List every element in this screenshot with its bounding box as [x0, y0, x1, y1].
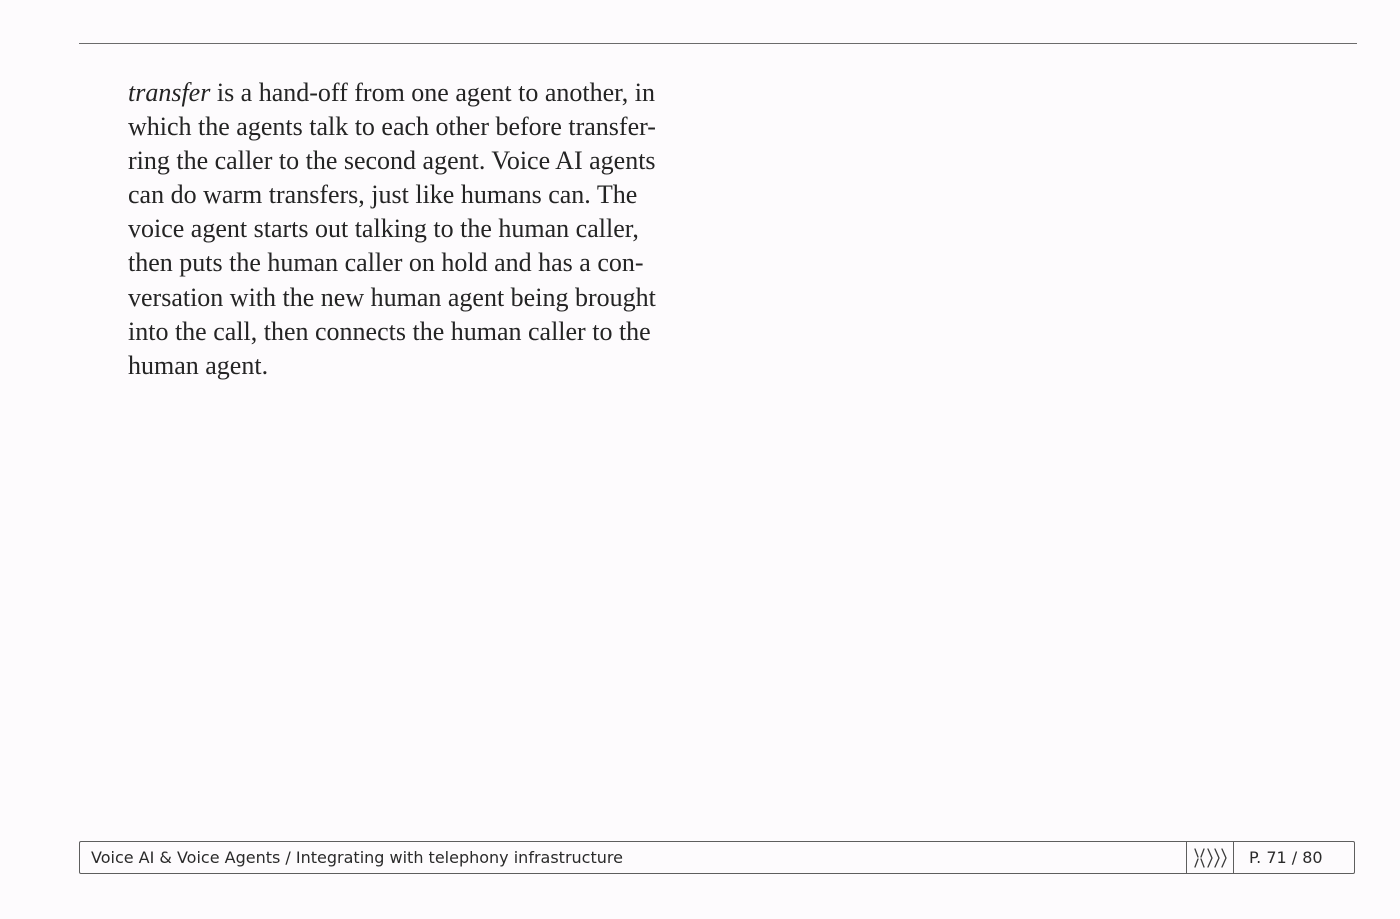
- body-line: can do warm transfers, just like humans can. The: [128, 180, 638, 210]
- breadcrumb: Voice AI & Voice Agents / Integrating with telephony infrastructure: [91, 848, 623, 867]
- logo-icon: [1186, 842, 1234, 873]
- body-line: which the agents talk to each other before transfer-: [128, 112, 656, 142]
- body-line: human agent.: [128, 350, 269, 380]
- header-rule: [79, 43, 1357, 44]
- body-line: into the call, then connects the human caller to the: [128, 316, 651, 346]
- body-line: voice agent starts out talking to the human caller,: [128, 214, 639, 244]
- body-line: versation with the new human agent being brought: [128, 282, 656, 312]
- body-line: then puts the human caller on hold and has a con-: [128, 248, 644, 278]
- body-line: transfer is a hand-off from one agent to another, in: [128, 78, 656, 107]
- emphasis-term: transfer: [128, 78, 211, 107]
- body-line: ring the caller to the second agent. Voice AI agents: [128, 146, 656, 176]
- page-footer: [79, 841, 1355, 874]
- page-number: P. 71 / 80: [1249, 848, 1323, 867]
- body-paragraph: [128, 76, 698, 383]
